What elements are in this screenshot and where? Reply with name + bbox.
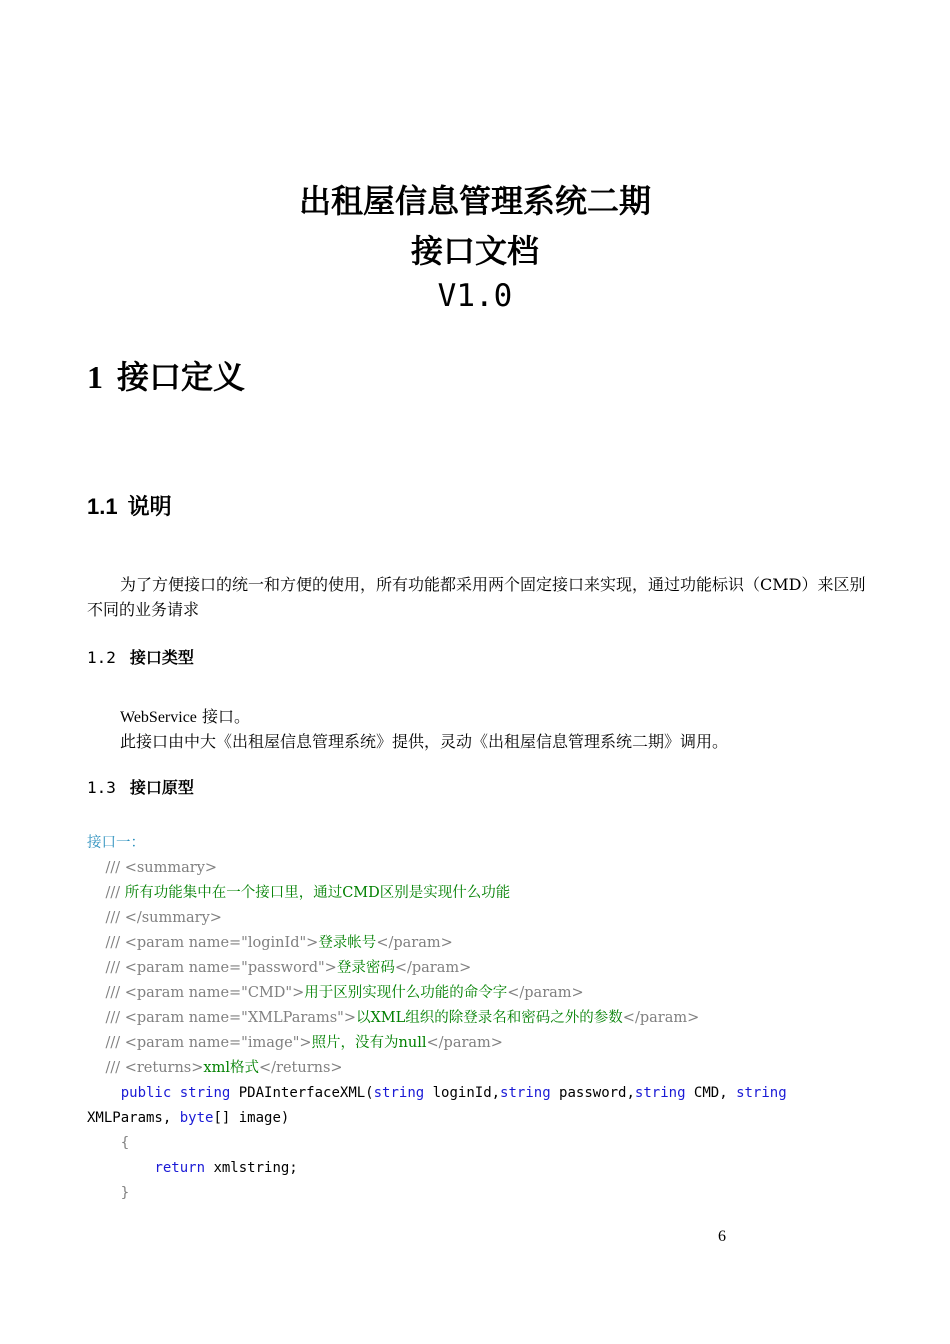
code-line-summary-text: /// 所有功能集中在一个接口里，通过CMD区别是实现什么功能	[105, 885, 511, 901]
heading-text: 接口原型	[129, 778, 194, 797]
interface-type-name: WebService	[120, 709, 197, 726]
heading-number: 1.3	[87, 778, 116, 797]
code-line-signature-cont: XMLParams, byte[] image)	[87, 1110, 290, 1126]
heading-text: 接口类型	[129, 648, 194, 667]
heading-text: 说明	[127, 494, 172, 520]
doc-version: V1.0	[437, 278, 513, 314]
page-number: 6	[718, 1228, 726, 1245]
code-line-return: return xmlstring;	[154, 1160, 298, 1176]
doc-title-line2: 接口文档	[410, 232, 539, 270]
heading-section-1-1	[87, 490, 172, 521]
doc-title-line1: 出租屋信息管理系统二期	[298, 182, 651, 220]
code-line-param: /// <param name="password">登录密码</param>	[105, 960, 472, 976]
code-line-open-brace: {	[120, 1135, 130, 1151]
interface-type-suffix: 接口。	[196, 707, 250, 726]
code-line-signature: public string PDAInterfaceXML(string loginId,string password,string CMD, string	[120, 1085, 787, 1101]
code-line-summary-open: /// <summary>	[105, 860, 218, 876]
heading-section-1-2	[87, 645, 194, 668]
description-paragraph: 为了方便接口的统一和方便的使用，所有功能都采用两个固定接口来实现，通过功能标识（CMD）来区别不同的业务请求	[87, 575, 866, 619]
code-label-line	[87, 831, 867, 856]
interface-type-line	[120, 704, 250, 730]
heading-section-1	[87, 352, 245, 398]
heading-section-1-3	[87, 775, 194, 798]
heading-number: 1.2	[87, 648, 116, 667]
heading-number: 1	[87, 359, 103, 395]
code-line-returns: /// <returns>xml格式</returns>	[105, 1060, 343, 1076]
code-line-summary-close: /// </summary>	[105, 910, 222, 926]
heading-number: 1.1	[87, 494, 118, 519]
code-line-param: /// <param name="image">照片，没有为null</param>	[105, 1035, 503, 1051]
code-line-param: /// <param name="CMD">用于区别实现什么功能的命令字</param>	[105, 985, 584, 1001]
interface-label: 接口一：	[87, 835, 145, 851]
code-line-param: /// <param name="XMLParams">以XML组织的除登录名和密码之外的参数</param>	[105, 1010, 700, 1026]
code-line-param: /// <param name="loginId">登录帐号</param>	[105, 935, 453, 951]
code-line-close-brace: }	[120, 1185, 130, 1201]
interface-provider-line: 此接口由中大《出租屋信息管理系统》提供，灵动《出租屋信息管理系统二期》调用。	[120, 732, 729, 751]
heading-text: 接口定义	[117, 358, 246, 396]
